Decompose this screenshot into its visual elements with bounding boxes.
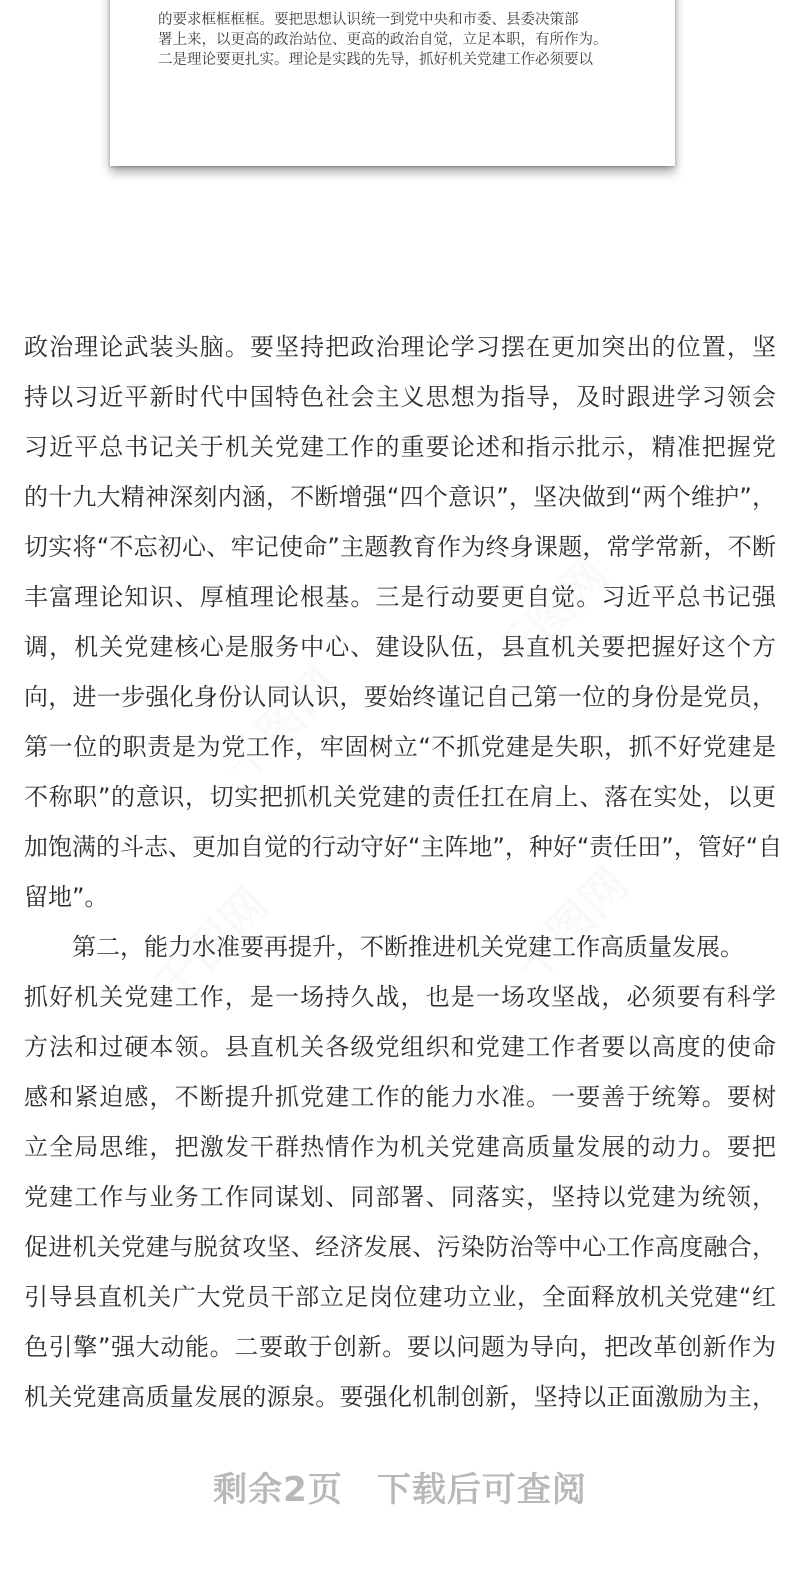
paragraph-line: 第一位的职责是为党工作，牢固树立“不抓党建是失职，抓不好党建是 — [24, 733, 776, 761]
paragraph-line: 立全局思维，把激发干群热情作为机关党建高质量发展的动力。要把 — [24, 1133, 776, 1161]
paragraph-line: 引导县直机关广大党员干部立足岗位建功立业，全面释放机关党建“红 — [24, 1283, 776, 1311]
paragraph-line: 调，机关党建核心是服务中心、建设队伍，县直机关要把握好这个方 — [24, 633, 776, 661]
paragraph-line: 党建工作与业务工作同谋划、同部署、同落实，坚持以党建为统领， — [24, 1183, 776, 1211]
remaining-pages-label: 剩余2页 — [213, 1470, 343, 1510]
paragraph-line: 机关党建高质量发展的源泉。要强化机制创新，坚持以正面激励为主， — [24, 1383, 776, 1411]
paragraph-line: 切实将“不忘初心、牢记使命”主题教育作为终身课题，常学常新，不断 — [24, 533, 776, 561]
paragraph-line: 丰富理论知识、厚植理论根基。三是行动要更自觉。习近平总书记强 — [24, 583, 776, 611]
paragraph-line: 感和紧迫感，不断提升抓党建工作的能力水准。一要善于统筹。要树 — [24, 1083, 776, 1111]
preview-line: 署上来，以更高的政治站位、更高的政治自觉，立足本职，有所作为。 — [158, 32, 608, 48]
paragraph-line: 留地”。 — [24, 883, 109, 911]
paragraph-line: 习近平总书记关于机关党建工作的重要论述和指示批示，精准把握党 — [24, 433, 776, 461]
paragraph-line: 向，进一步强化身份认同认识，要始终谨记自己第一位的身份是党员， — [24, 683, 776, 711]
watermark: 千图网 — [143, 877, 280, 1014]
preview-line: 二是理论要更扎实。理论是实践的先导，抓好机关党建工作必须要以 — [158, 52, 593, 68]
paragraph-line: 促进机关党建与脱贫攻坚、经济发展、污染防治等中心工作高度融合， — [24, 1233, 776, 1261]
paragraph-line: 的十九大精神深刻内涵，不断增强“四个意识”，坚决做到“两个维护”， — [24, 483, 776, 511]
paragraph-line: 色引擎”强大动能。二要敢于创新。要以问题为导向，把改革创新作为 — [24, 1333, 776, 1361]
watermark: 千图网 — [483, 547, 620, 684]
paragraph-line: 持以习近平新时代中国特色社会主义思想为指导，及时跟进学习领会 — [24, 383, 776, 411]
download-to-read-more-button[interactable] — [0, 1462, 800, 1511]
paragraph-line: 抓好机关党建工作，是一场持久战，也是一场攻坚战，必须要有科学 — [24, 983, 776, 1011]
paragraph-line: 加饱满的斗志、更加自觉的行动守好“主阵地”，种好“责任田”，管好“自 — [24, 833, 783, 861]
preview-page-card — [110, 0, 675, 166]
paragraph-line: 政治理论武装头脑。要坚持把政治理论学习摆在更加突出的位置，坚 — [24, 333, 776, 361]
watermark: 千图网 — [503, 857, 640, 994]
download-prompt-label: 下载后可查阅 — [376, 1470, 587, 1510]
watermark: 千图网 — [213, 657, 350, 794]
paragraph-line: 方法和过硬本领。县直机关各级党组织和党建工作者要以高度的使命 — [24, 1033, 776, 1061]
paragraph-line: 不称职”的意识，切实把抓机关党建的责任扛在肩上、落在实处，以更 — [24, 783, 776, 811]
section-heading-line: 第二，能力水准要再提升，不断推进机关党建工作高质量发展。 — [72, 933, 744, 961]
document-body — [24, 322, 783, 1422]
preview-line: 的要求框框框框。要把思想认识统一到党中央和市委、县委决策部 — [158, 12, 579, 28]
